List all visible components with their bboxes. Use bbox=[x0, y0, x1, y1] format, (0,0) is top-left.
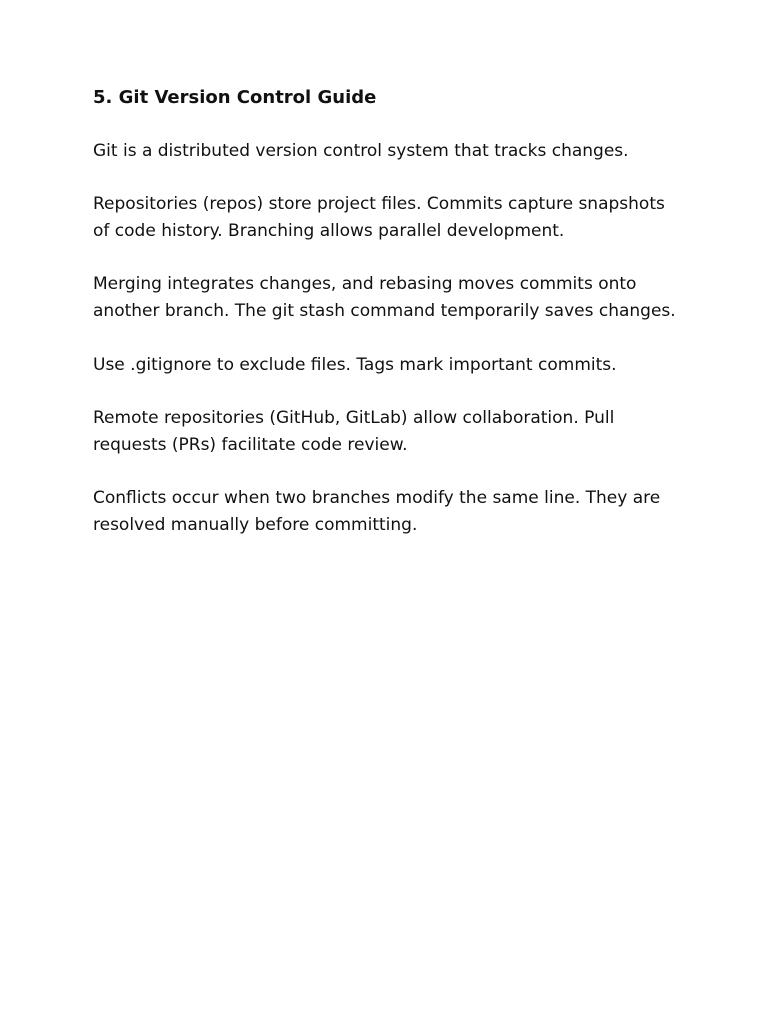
paragraph-repositories: Repositories (repos) store project files. Commits capture snapshots of code history. Branching allows parallel development. bbox=[93, 194, 665, 242]
paragraph-merging: Merging integrates changes, and rebasing moves commits onto another branch. The git stash command temporarily saves changes. bbox=[93, 274, 676, 322]
paragraph-intro: Git is a distributed version control system that tracks changes. bbox=[93, 141, 629, 161]
paragraph-remote: Remote repositories (GitHub, GitLab) allow collaboration. Pull requests (PRs) facilitate code review. bbox=[93, 407, 615, 455]
paragraph-conflicts: Conflicts occur when two branches modify the same line. They are resolved manually before committing. bbox=[93, 488, 661, 535]
document-title: 5. Git Version Control Guide bbox=[93, 87, 377, 108]
document-page bbox=[93, 84, 683, 565]
paragraph-gitignore: Use .gitignore to exclude files. Tags mark important commits. bbox=[93, 354, 617, 375]
